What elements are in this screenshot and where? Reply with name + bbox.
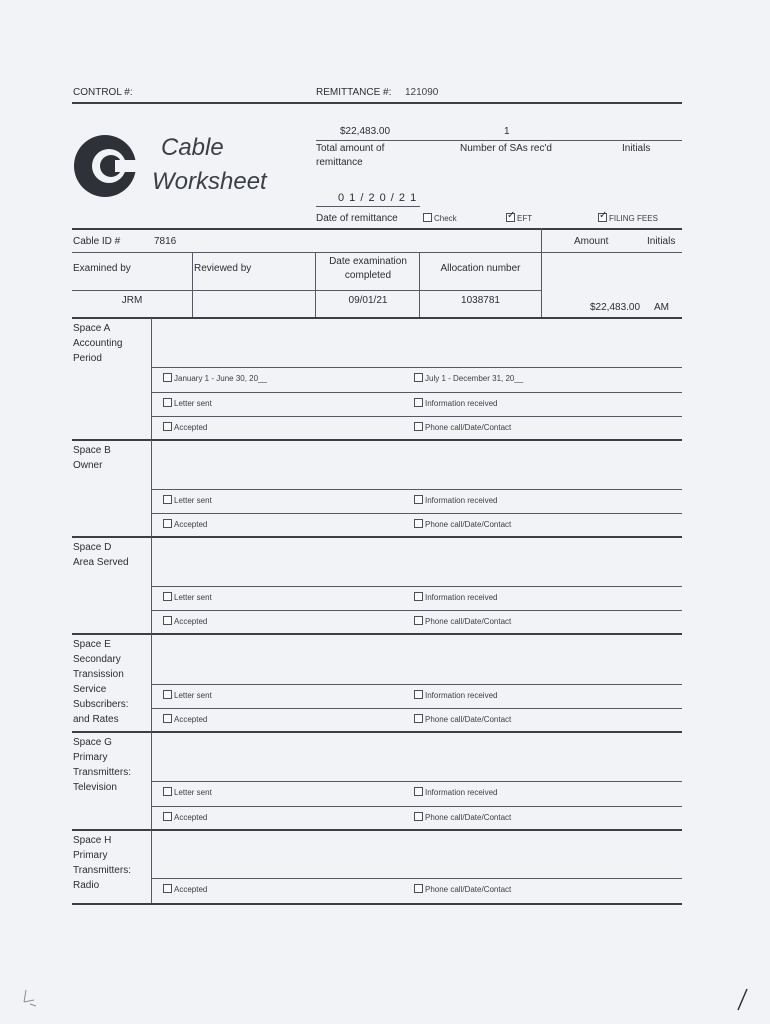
section-checkbox-label: Letter sent [174,496,212,505]
section-title-line: Period [73,353,102,364]
section-title-line: Area Served [73,557,129,568]
amount-rule [316,140,682,141]
filing-fees-label: FILING FEES [609,214,658,223]
section-checkbox[interactable] [163,373,172,382]
section-checkbox[interactable] [414,422,423,431]
section-row-rule [152,781,682,782]
section-checkbox[interactable] [414,398,423,407]
copyright-logo-icon [73,134,137,198]
reviewed-by-label: Reviewed by [194,263,252,274]
date-exam-label-2: completed [344,270,392,281]
section-title [73,540,129,570]
section-checkbox-label: Accepted [174,885,208,894]
section-row-rule [152,878,682,879]
section-row-rule [152,610,682,611]
examined-by-value: JRM [121,295,143,306]
title-line2: Worksheet [152,168,267,195]
section-title-line: Owner [73,460,103,471]
total-amount-label-2: remittance [316,157,363,168]
section-title-line: Secondary [73,654,121,665]
title-line1: Cable [161,134,224,161]
section-title [73,833,131,893]
section-checkbox-label: Accepted [174,423,208,432]
section-checkbox[interactable] [163,787,172,796]
section-checkbox-label: Phone call/Date/Contact [425,715,512,724]
section-title-line: Space A [73,323,111,334]
section-title-line: and Rates [73,714,119,725]
section-title [73,321,122,366]
section-checkbox-label: Phone call/Date/Contact [425,520,512,529]
section-checkbox-label: Accepted [174,813,208,822]
section-checkbox-label: Information received [425,399,498,408]
section-checkbox-label: July 1 - December 31, 20__ [425,374,524,383]
section-row-rule [152,586,682,587]
examined-by-label: Examined by [73,263,131,274]
control-label: CONTROL #: [73,87,133,98]
remittance-label: REMITTANCE #: [316,87,392,98]
eft-checkbox[interactable] [506,213,515,222]
date-of-remittance-label: Date of remittance [316,213,398,224]
table-row-rule [72,252,682,253]
section-checkbox-label: Information received [425,593,498,602]
remittance-amount: $22,483.00 [340,126,391,137]
section-checkbox-label: Accepted [174,617,208,626]
section-title-line: Television [73,782,117,793]
section-title-line: Space D [73,542,112,553]
section-title-line: Space G [73,737,112,748]
section-title-line: Primary [73,850,108,861]
section-row-rule [152,416,682,417]
section-title-line: Transission [73,669,124,680]
section-checkbox[interactable] [163,519,172,528]
section-title-line: Accounting [73,338,123,349]
section-checkbox-label: Information received [425,788,498,797]
section-title-line: Space E [73,639,111,650]
section-checkbox-label: Phone call/Date/Contact [425,813,512,822]
total-amount-value: $22,483.00 [590,302,641,313]
section-checkbox[interactable] [163,495,172,504]
section-title-line: Subscribers: [73,699,129,710]
section-checkbox[interactable] [163,714,172,723]
sas-received-value: 1 [504,126,510,137]
date-exam-label-1: Date examination [329,256,407,267]
section-checkbox-label: Accepted [174,520,208,529]
eft-label: EFT [517,214,533,223]
sas-received-label: Number of SAs rec'd [460,143,552,154]
remittance-date-value: 0 1 / 2 0 / 2 1 [338,192,418,204]
initials-label: Initials [647,236,676,247]
cable-id-label: Cable ID # [73,236,121,247]
section-bottom-rule [72,903,682,905]
initials-label-top: Initials [622,143,651,154]
section-bottom-rule [72,829,682,831]
section-row-rule [152,489,682,490]
section-checkbox-label: Letter sent [174,399,212,408]
section-checkbox[interactable] [414,495,423,504]
section-title-line: Primary [73,752,108,763]
check-checkbox[interactable] [423,213,432,222]
section-title [73,443,111,473]
section-title [73,735,131,795]
section-checkbox-label: Letter sent [174,593,212,602]
section-checkbox-label: Letter sent [174,691,212,700]
table-top-rule [72,228,682,230]
date-exam-value: 09/01/21 [348,295,388,306]
section-checkbox[interactable] [414,787,423,796]
section-title-line: Service [73,684,107,695]
section-checkbox[interactable] [414,373,423,382]
remittance-number: 121090 [405,87,439,98]
section-row-rule [152,367,682,368]
section-checkbox[interactable] [414,592,423,601]
section-row-rule [152,684,682,685]
section-bottom-rule [72,731,682,733]
section-checkbox[interactable] [414,714,423,723]
section-row-rule [152,708,682,709]
section-title-line: Transmitters: [73,865,131,876]
col-divider-3 [419,252,420,318]
section-divider [151,634,152,732]
col-divider-2 [315,252,316,318]
total-amount-label-1: Total amount of [316,143,385,154]
section-title-line: Radio [73,880,100,891]
section-checkbox[interactable] [163,812,172,821]
stray-mark-icon [20,988,44,1008]
cable-id-value: 7816 [154,236,177,247]
section-checkbox-label: Accepted [174,715,208,724]
table-value-rule [72,290,541,291]
amount-column-divider [541,228,542,318]
section-divider [151,830,152,904]
section-title-line: Space B [73,445,111,456]
section-row-rule [152,806,682,807]
allocation-number-label: Allocation number [440,263,521,274]
section-title-line: Space H [73,835,112,846]
section-checkbox-label: Phone call/Date/Contact [425,617,512,626]
section-checkbox-label: Phone call/Date/Contact [425,885,512,894]
section-checkbox[interactable] [414,884,423,893]
section-checkbox[interactable] [163,690,172,699]
section-checkbox[interactable] [163,422,172,431]
section-checkbox[interactable] [163,616,172,625]
section-row-rule [152,392,682,393]
section-bottom-rule [72,536,682,538]
header-rule [72,102,682,104]
section-checkbox[interactable] [414,690,423,699]
col-divider-1 [192,252,193,318]
pen-tick-icon [732,986,752,1014]
section-divider [151,318,152,440]
section-bottom-rule [72,633,682,635]
section-bottom-rule [72,439,682,441]
section-checkbox[interactable] [163,592,172,601]
section-row-rule [152,513,682,514]
section-checkbox-label: Phone call/Date/Contact [425,423,512,432]
table-bottom-rule [72,317,682,319]
amount-label: Amount [574,236,609,247]
section-checkbox-label: Letter sent [174,788,212,797]
section-checkbox[interactable] [414,519,423,528]
date-rule [316,206,420,207]
section-checkbox[interactable] [163,398,172,407]
section-checkbox[interactable] [414,616,423,625]
allocation-number-value: 1038781 [461,295,500,306]
section-title [73,637,129,727]
section-title-line: Transmitters: [73,767,131,778]
section-checkbox-label: January 1 - June 30, 20__ [174,374,267,383]
section-checkbox[interactable] [414,812,423,821]
filing-fees-checkbox[interactable] [598,213,607,222]
section-checkbox-label: Information received [425,691,498,700]
section-checkbox[interactable] [163,884,172,893]
section-checkbox-label: Information received [425,496,498,505]
check-label: Check [434,214,457,223]
initials-value: AM [654,302,669,313]
